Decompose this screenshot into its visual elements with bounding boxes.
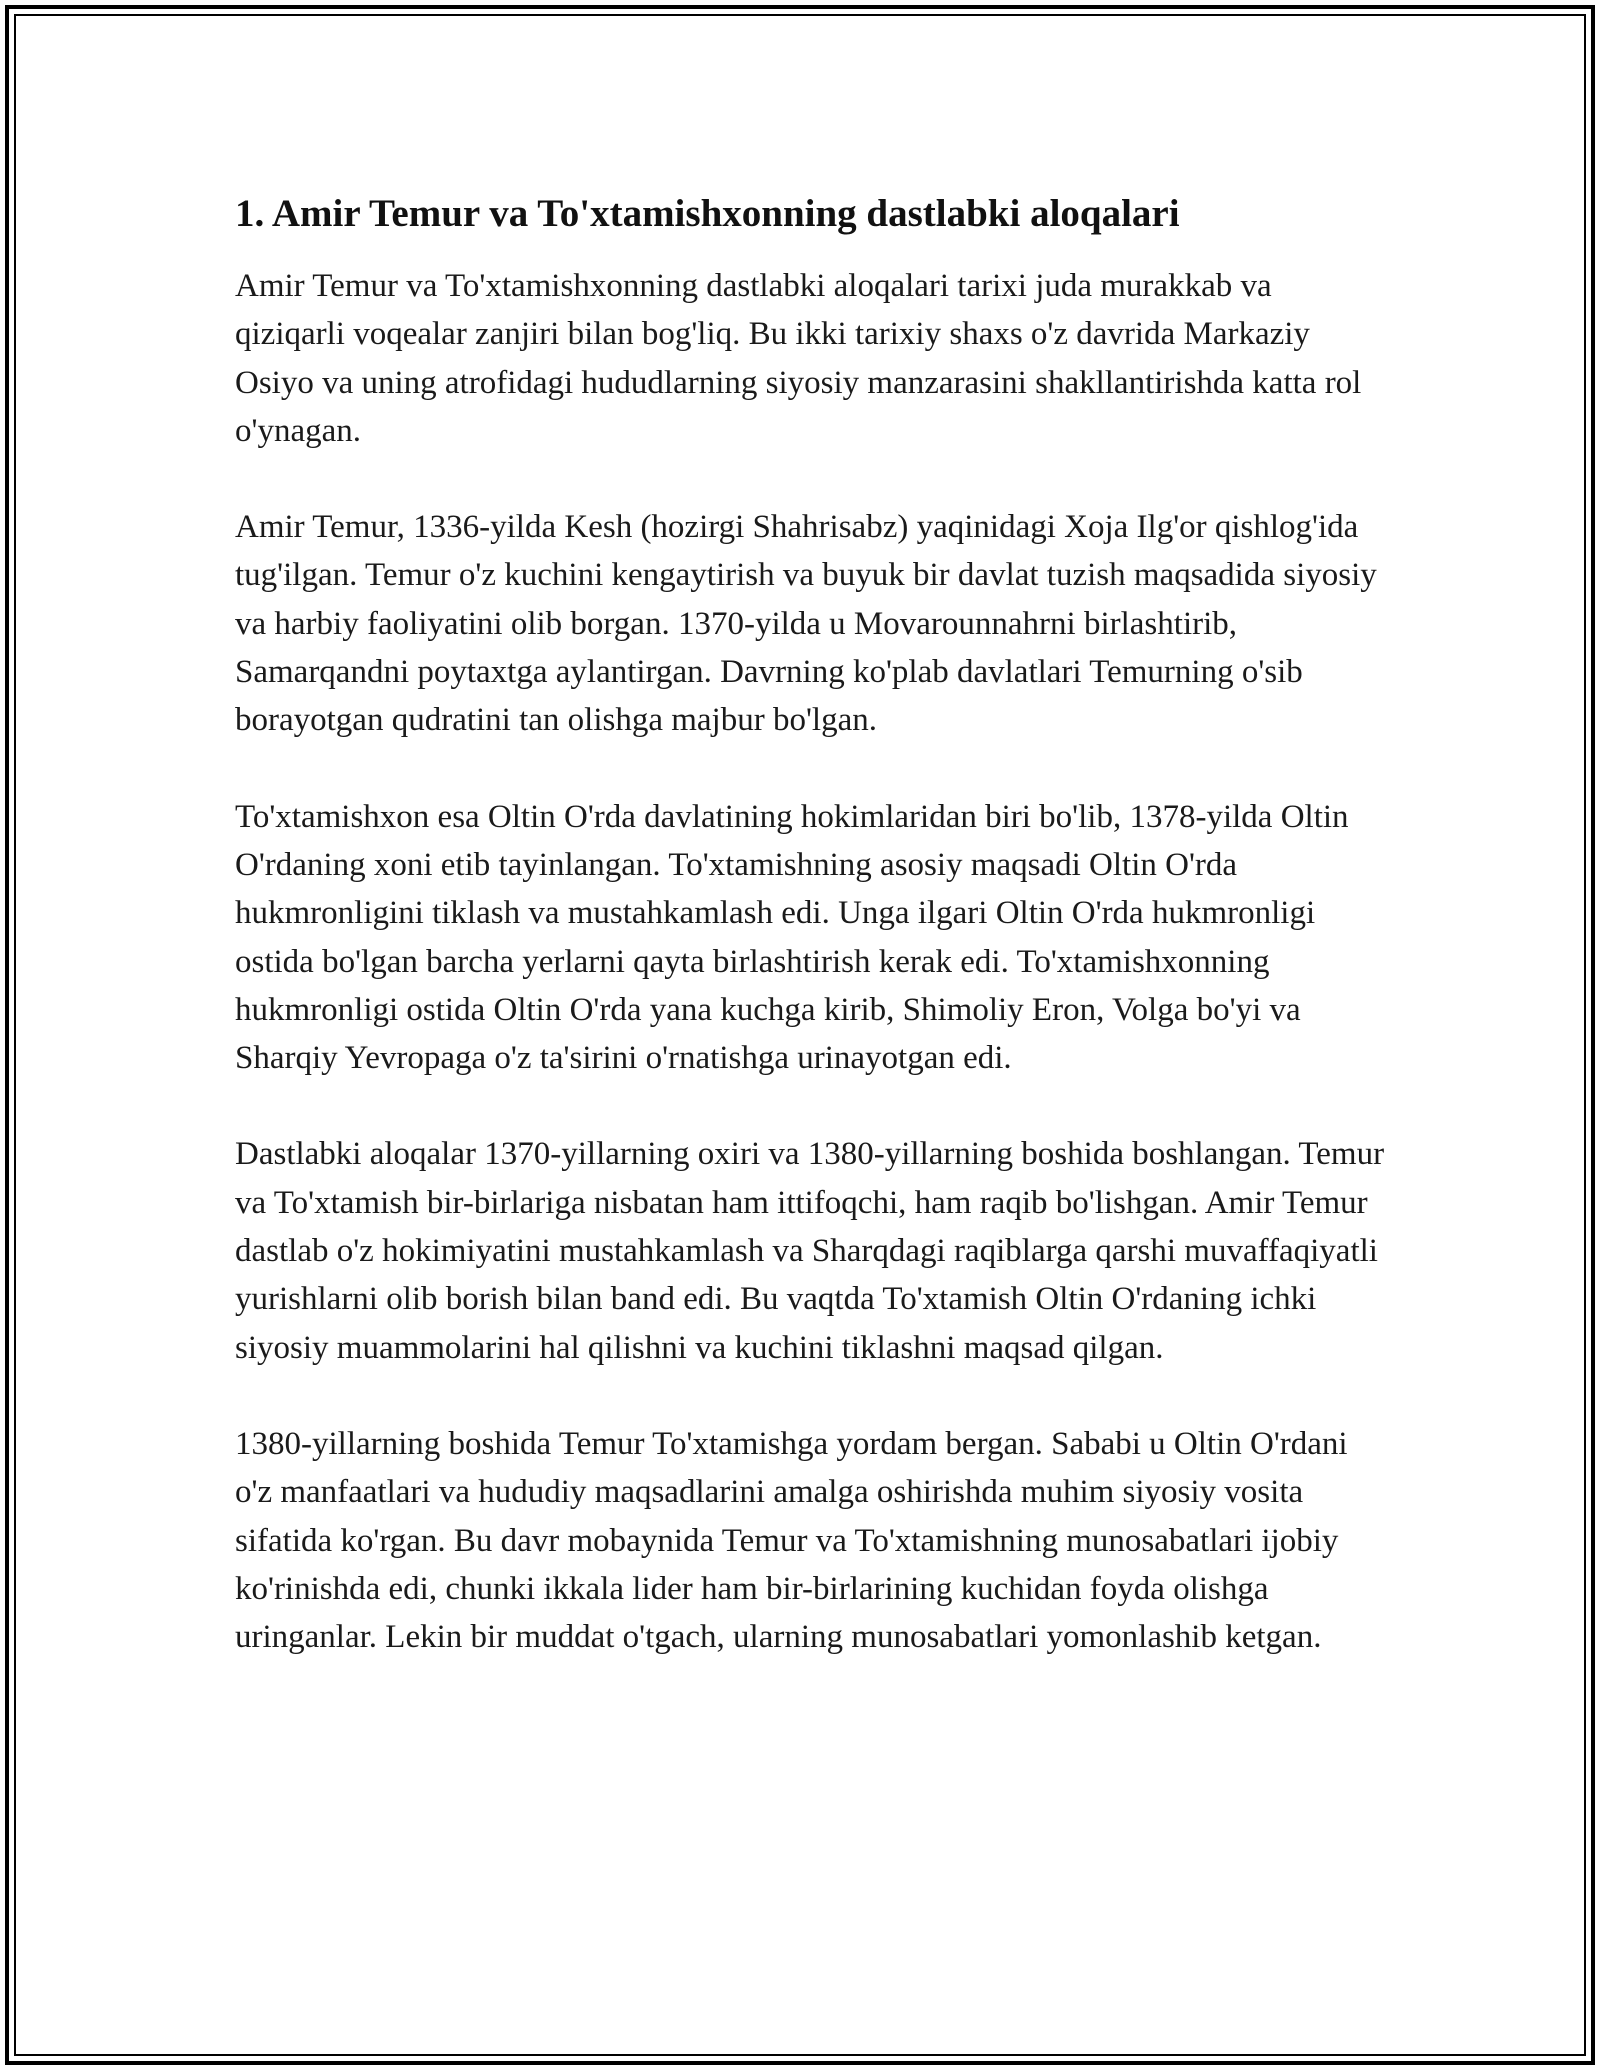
document-body [235, 186, 1385, 1709]
paragraph-1: Amir Temur va To'xtamishxonning dastlabki aloqalari tarixi juda murakkab va qiziqarli voqealar zanjiri bilan bog'liq. Bu ikki tarixiy shaxs o'z davrida Markaziy Osiyo va uning atrofidagi hududlarning siyosiy manzarasini shakllantirishda katta rol o'ynagan. [235, 268, 1362, 449]
paragraph-5: 1380-yillarning boshida Temur To'xtamishga yordam bergan. Sababi u Oltin O'rdani o'z manfaatlari va hududiy maqsadlarini amalga oshirishda muhim siyosiy vosita sifatida ko'rgan. Bu davr mobaynida Temur va To'xtamishning munosabatlari ijobiy ko'rinishda edi, chunki ikkala lider ham bir-birlarining kuchidan foyda olishga uringanlar. Lekin bir muddat o'tgach, ularning munosabatlari yomonlashib ketgan. [235, 1425, 1348, 1656]
paragraph-3: To'xtamishxon esa Oltin O'rda davlatining hokimlaridan biri bo'lib, 1378-yilda Oltin O'rdaning xoni etib tayinlangan. To'xtamishning asosiy maqsadi Oltin O'rda hukmronligini tiklash va mustahkamlash edi. Unga ilgari Oltin O'rda hukmronligi ostida bo'lgan barcha yerlarni qayta birlashtirish kerak edi. To'xtamishxonning hukmronligi ostida Oltin O'rda yana kuchga kirib, Shimoliy Eron, Volga bo'yi va Sharqiy Yevropaga o'z ta'sirini o'rnatishga urinayotgan edi. [235, 798, 1349, 1077]
paragraph-2: Amir Temur, 1336-yilda Kesh (hozirgi Shahrisabz) yaqinidagi Xoja Ilg'or qishlog'ida tug'ilgan. Temur o'z kuchini kengaytirish va buyuk bir davlat tuzish maqsadida siyosiy va harbiy faoliyatini olib borgan. 1370-yilda u Movarounnahrni birlashtirib, Samarqandni poytaxtga aylantirgan. Davrning ko'plab davlatlari Temurning o'sib borayotgan qudratini tan olishga majbur bo'lgan. [235, 509, 1377, 739]
section-heading: 1. Amir Temur va To'xtamishxonning dastlabki aloqalari [235, 192, 1180, 235]
paragraph-4: Dastlabki aloqalar 1370-yillarning oxiri va 1380-yillarning boshida boshlangan. Temur va To'xtamish bir-birlariga nisbatan ham ittifoqchi, ham raqib bo'lishgan. Amir Temur dastlab o'z hokimiyatini mustahkamlash va Sharqdagi raqiblarga qarshi muvaffaqiyatli yurishlarni olib borish bilan band edi. Bu vaqtda To'xtamish Oltin O'rdaning ichki siyosiy muammolarini hal qilishni va kuchini tiklashni maqsad qilgan. [235, 1136, 1385, 1366]
